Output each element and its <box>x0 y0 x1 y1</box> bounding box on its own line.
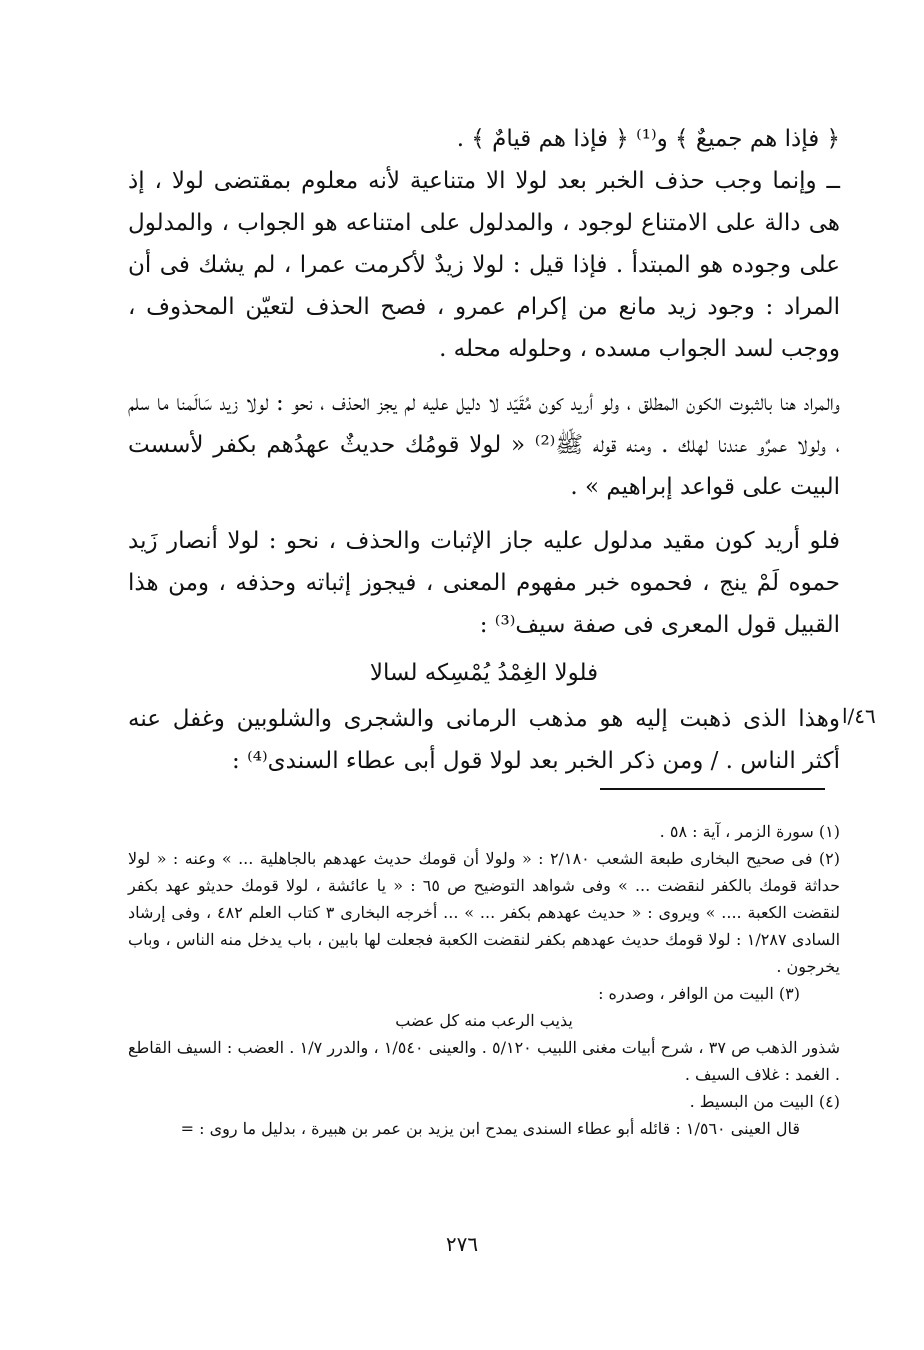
footnotes <box>128 818 840 1142</box>
paragraph-quran-citation: ﴿ فإذا هم جميعٌ ﴾ و⁽¹⁾ ﴿ فإذا هم قيامٌ ﴾ . <box>456 126 840 152</box>
footnote-2: (٢) فى صحيح البخارى طبعة الشعب ٢/١٨٠ : « ولولا أن قومك حديث عهدهم بالجاهلية ... » وعنه : « لولا حداثة قومك بالكفر لنقضت ... » وفى شواهد التوضيح ص ٦٥ : « يا عائشة ، لولا قومك حديثو عهد بكفر لنقضت الكعبة .... » ويروى : « حديث عهدهم بكفر ... » ... أخرجه البخارى ٣ كتاب العلم ٤٨٢ ، وفى إرشاد السادى ١/٢٨٧ : لولا قومك حديث عهدهم بكفر لنقضت الكعبة فجعلت لها بابين ، باب يدخل منه الناس ، وباب يخرجون . <box>128 849 841 976</box>
footnote-4-body: قال العينى ١/٥٦٠ : قائله أبو عطاء السندى يمدح ابن يزيد بن عمر بن هبيرة ، بدليل ما روى : = <box>180 1119 800 1138</box>
paragraph-absolute-existence: والمراد هنا بالثبوت الكون المطلق ، ولو أريد كون مُقَيّد لا دليل عليه لم يجز الحذف ، نحو : لولا زيد سَالَمنا ما سلم ، ولولا عمرٌو عندنا لهلك . ومنه قوله ﷺ⁽²⁾ « لولا قومُك حديثٌ عهدُهم بكفر لأسست البيت على قواعد إبراهيم » . <box>128 390 841 500</box>
footnote-separator <box>600 788 825 790</box>
paragraph-restricted-existence: فلو أريد كون مقيد مدلول عليه جاز الإثبات والحذف ، نحو : لولا أنصار زَيد حموه لَمْ ينج ، فحموه خبر مفهوم المعنى ، فيجوز إثباته وحذفه ، ومن هذا القبيل قول المعرى فى صفة سيف⁽³⁾ : <box>128 528 840 638</box>
page-number: ٢٧٦ <box>445 1232 479 1256</box>
footnote-3-verse: يذيب الرعب منه كل عضب <box>395 1011 573 1030</box>
manuscript-folio-note: ٤٦/ا <box>842 704 876 728</box>
paragraph-ellipsis-reason: ــ وإنما وجب حذف الخبر بعد لولا الا متناعية لأنه معلوم بمقتضى لولا ، إذ هى دالة على الامتناع لوجود ، والمدلول على امتناعه هو الجواب ، والمدلول على وجوده هو المبتدأ . فإذا قيل : لولا زيدٌ لأكرمت عمرا ، لم يشك فى أن المراد : وجود زيد مانع من إكرام عمرو ، فصح الحذف لتعيّن المحذوف ، ووجب لسد الجواب مسده ، وحلوله محله . <box>128 168 840 362</box>
footnote-1: (١) سورة الزمر ، آية : ٥٨ . <box>659 822 840 841</box>
footnote-4-head: (٤) البيت من البسيط . <box>689 1092 840 1111</box>
verse-line: فلولا الغِمْدُ يُمْسِكه لسالا <box>369 660 599 686</box>
main-text <box>128 118 840 782</box>
paragraph-conclusion: وهذا الذى ذهبت إليه هو مذهب الرمانى والشجرى والشلوبين وغفل عنه أكثر الناس . / ومن ذكر الخبر بعد لولا قول أبى عطاء السندى⁽⁴⁾ : <box>128 706 840 774</box>
footnote-3-body: شذور الذهب ص ٣٧ ، شرح أبيات مغنى اللبيب ٥/١٢٠ . والعينى ١/٥٤٠ ، والدرر ١/٧ . العضب : السيف القاطع . الغمد : غلاف السيف . <box>128 1038 840 1084</box>
footnote-3-head: (٣) البيت من الوافر ، وصدره : <box>598 984 800 1003</box>
